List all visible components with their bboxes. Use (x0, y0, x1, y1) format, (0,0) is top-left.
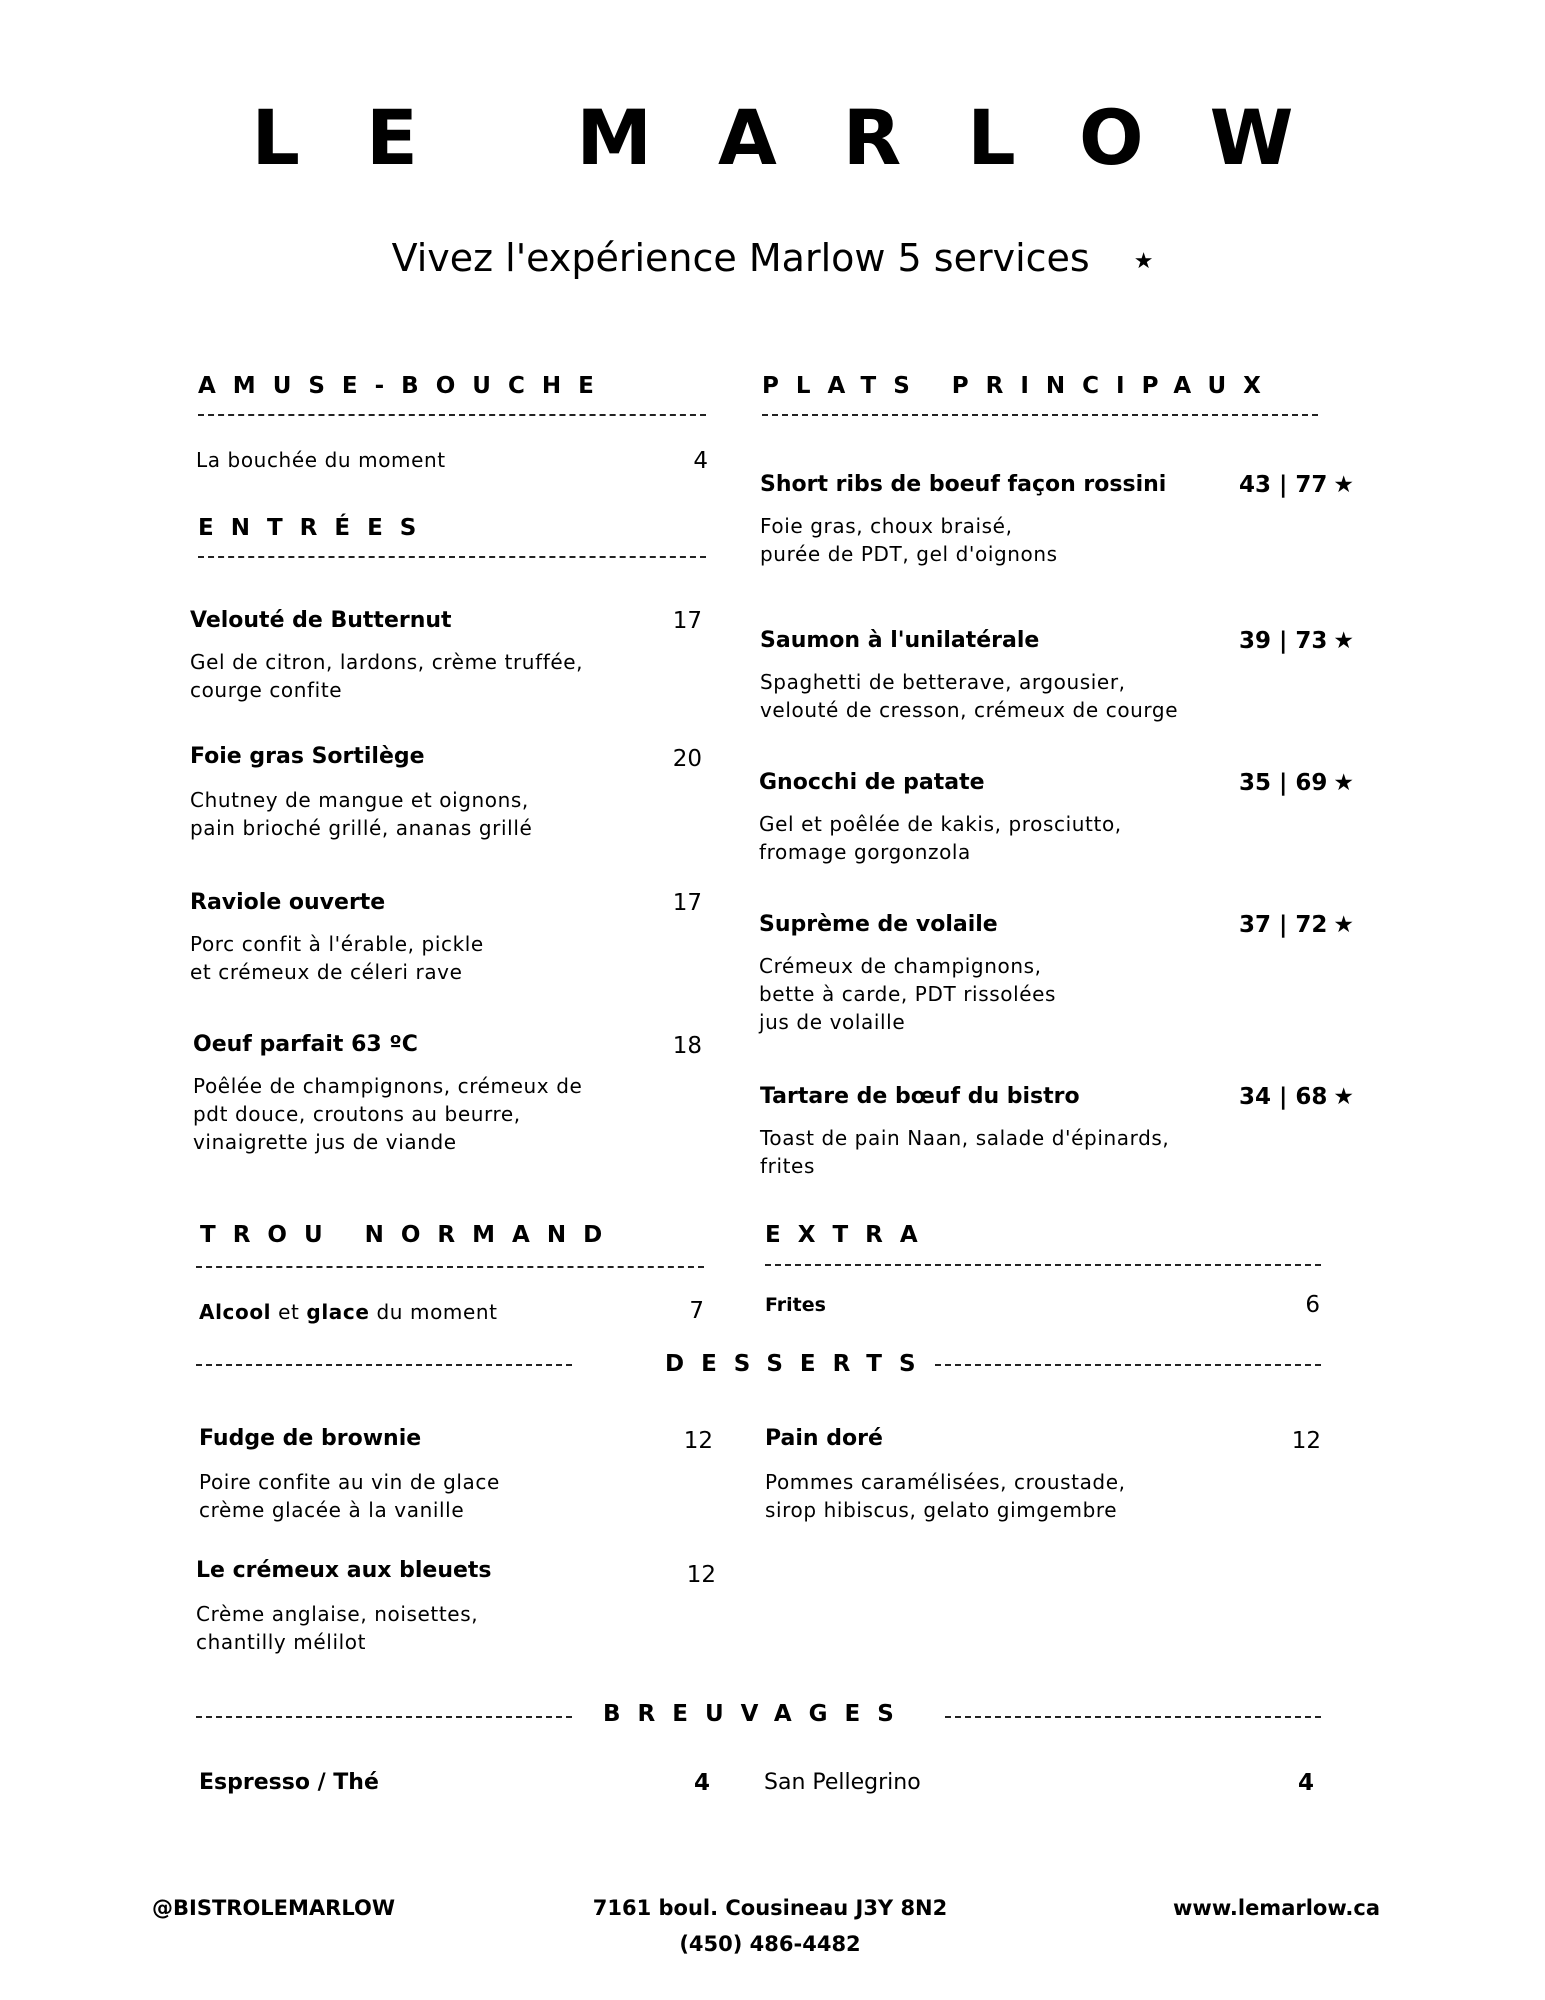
item-description-line: pain brioché grillé, ananas grillé (190, 816, 533, 840)
item-name: Pain doré (765, 1426, 883, 1451)
section-divider (196, 1364, 572, 1366)
amuse-bouche-item-name: La bouchée du moment (196, 448, 446, 472)
item-description-line: bette à carde, PDT rissolées (759, 982, 1057, 1006)
section-divider (945, 1716, 1321, 1718)
item-price (1239, 474, 1354, 497)
item-text: et (271, 1300, 307, 1324)
breuvage-item-price: 4 (1297, 1770, 1314, 1796)
section-title-desserts: DESSERTS (665, 1351, 933, 1377)
item-description-line: frites (760, 1154, 815, 1178)
item-description-line: sirop hibiscus, gelato gimgembre (765, 1498, 1118, 1522)
menu-item (193, 1034, 702, 1156)
breuvage-item-price: 4 (693, 1770, 710, 1796)
section-title-entrees: ENTRÉES (198, 515, 434, 541)
item-price (1239, 1086, 1354, 1109)
item-name: Short ribs de boeuf façon rossini (760, 472, 1167, 497)
item-name: Fudge de brownie (199, 1426, 422, 1451)
item-description-line: Gel et poêlée de kakis, prosciutto, (759, 812, 1122, 836)
trou-normand-item-price: 7 (689, 1298, 704, 1324)
menu-item (199, 1428, 713, 1524)
item-description-line: Porc confit à l'érable, pickle (190, 932, 484, 956)
star-icon: ★ (1333, 628, 1354, 654)
item-description-line: chantilly mélilot (196, 1630, 367, 1654)
footer-website: www.lemarlow.ca (1173, 1896, 1380, 1920)
menu-item (760, 474, 1354, 568)
item-price-value: 35 | 69 (1238, 770, 1328, 796)
item-name: Le crémeux aux bleuets (196, 1558, 492, 1583)
item-price: 12 (686, 1562, 716, 1588)
subtitle-text: Vivez l'expérience Marlow 5 services (391, 236, 1090, 280)
restaurant-name: LE MARLOW (251, 93, 1360, 182)
item-name: Suprème de volaile (759, 912, 998, 937)
item-description-line: Crémeux de champignons, (759, 954, 1042, 978)
extra-item-price: 6 (1305, 1292, 1320, 1318)
item-price (1239, 630, 1354, 653)
item-price: 17 (672, 890, 702, 916)
item-description-line: Chutney de mangue et oignons, (190, 788, 529, 812)
item-text-bold: glace (306, 1300, 370, 1324)
star-icon: ★ (1333, 1084, 1354, 1110)
item-price: 18 (672, 1033, 702, 1059)
item-price (1239, 772, 1354, 795)
footer-social-handle: @BISTROLEMARLOW (152, 1896, 395, 1920)
item-description-line: purée de PDT, gel d'oignons (760, 542, 1058, 566)
breuvage-item-name: Espresso / Thé (199, 1770, 379, 1795)
item-description-line: courge confite (190, 678, 343, 702)
menu-item (759, 772, 1354, 866)
item-description-line: vinaigrette jus de viande (193, 1130, 457, 1154)
footer-address: 7161 boul. Cousineau J3Y 8N2 (592, 1896, 948, 1920)
item-description-line: fromage gorgonzola (759, 840, 971, 864)
item-description-line: Poêlée de champignons, crémeux de (193, 1074, 583, 1098)
menu-item (759, 914, 1354, 1036)
item-description-line: jus de volaille (759, 1010, 906, 1034)
item-name: Raviole ouverte (190, 890, 386, 915)
section-divider (198, 414, 706, 416)
item-price: 12 (1291, 1428, 1321, 1454)
star-icon: ★ (1133, 249, 1154, 275)
item-name: Saumon à l'unilatérale (760, 628, 1040, 653)
section-title-breuvages: BREUVAGES (603, 1701, 911, 1727)
menu-item (765, 1428, 1321, 1524)
item-description-line: pdt douce, croutons au beurre, (193, 1102, 521, 1126)
item-description-line: velouté de cresson, crémeux de courge (760, 698, 1179, 722)
item-price-value: 39 | 73 (1238, 628, 1328, 654)
breuvage-item-name: San Pellegrino (764, 1770, 921, 1795)
item-description-line: Foie gras, choux braisé, (760, 514, 1013, 538)
amuse-bouche-item-price: 4 (693, 448, 708, 474)
section-title-trou-normand: TROU NORMAND (200, 1222, 620, 1248)
item-name: Velouté de Butternut (190, 608, 452, 633)
star-icon: ★ (1333, 770, 1354, 796)
item-text: du moment (369, 1300, 498, 1324)
item-name: Tartare de bœuf du bistro (760, 1084, 1080, 1109)
menu-item (190, 892, 702, 986)
item-price-value: 37 | 72 (1238, 912, 1328, 938)
section-divider (196, 1716, 572, 1718)
item-description-line: Spaghetti de betterave, argousier, (760, 670, 1126, 694)
item-description-line: Pommes caramélisées, croustade, (765, 1470, 1126, 1494)
item-price-value: 43 | 77 (1238, 472, 1328, 498)
section-divider (196, 1266, 704, 1268)
section-title-amuse-bouche: AMUSE-BOUCHE (198, 373, 611, 399)
item-name: Gnocchi de patate (759, 770, 985, 795)
item-price: 20 (672, 746, 702, 772)
subtitle (0, 236, 1545, 282)
item-description-line: et crémeux de céleri rave (190, 960, 463, 984)
extra-item-name: Frites (765, 1294, 826, 1316)
menu-item (196, 1560, 716, 1656)
item-name: Foie gras Sortilège (190, 744, 425, 769)
star-icon: ★ (1333, 912, 1354, 938)
item-price: 17 (672, 608, 702, 634)
section-title-extra: EXTRA (765, 1222, 935, 1248)
menu-item (760, 1086, 1354, 1180)
menu-item (760, 630, 1354, 724)
section-divider (762, 414, 1318, 416)
star-icon: ★ (1333, 472, 1354, 498)
item-description-line: Poire confite au vin de glace (199, 1470, 500, 1494)
item-description-line: crème glacée à la vanille (199, 1498, 465, 1522)
item-price-value: 34 | 68 (1238, 1084, 1328, 1110)
item-description-line: Toast de pain Naan, salade d'épinards, (760, 1126, 1170, 1150)
footer-phone: (450) 486-4482 (679, 1932, 861, 1956)
item-description-line: Gel de citron, lardons, crème truffée, (190, 650, 584, 674)
item-price: 12 (683, 1428, 713, 1454)
trou-normand-item (199, 1302, 498, 1322)
item-description-line: Crème anglaise, noisettes, (196, 1602, 479, 1626)
section-divider (935, 1364, 1321, 1366)
section-title-plats-principaux: PLATS PRINCIPAUX (762, 373, 1278, 399)
section-divider (765, 1264, 1321, 1266)
item-name: Oeuf parfait 63 ºC (193, 1032, 418, 1057)
section-divider (198, 556, 706, 558)
item-price (1239, 914, 1354, 937)
menu-item (190, 746, 702, 842)
item-text-bold: Alcool (199, 1300, 272, 1324)
menu-item (190, 610, 702, 704)
